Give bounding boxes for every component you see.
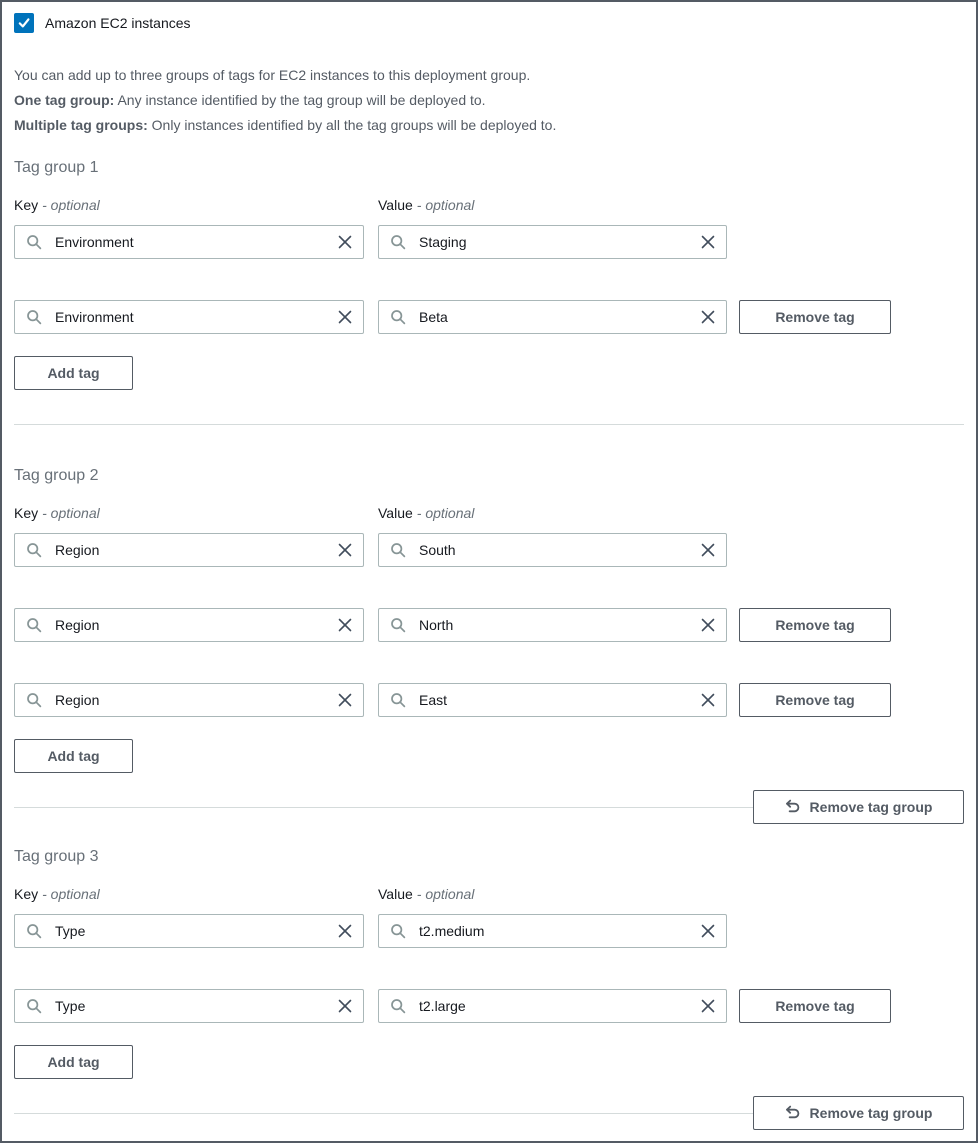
tag-group-2 xyxy=(14,467,964,824)
tag-row xyxy=(14,608,964,642)
tag-group-3 xyxy=(14,848,964,1130)
tag-value-field xyxy=(378,608,727,642)
tag-row xyxy=(14,683,964,717)
remove-tag-group-button[interactable] xyxy=(753,790,964,824)
tag-row xyxy=(14,533,964,567)
tag-row xyxy=(14,300,964,334)
tag-key-input[interactable] xyxy=(15,609,363,641)
tag-key-field xyxy=(14,300,364,334)
multiple-tag-groups-label: Multiple tag groups: xyxy=(14,117,148,133)
tag-value-input[interactable] xyxy=(379,301,726,333)
remove-tag-group-label: Remove tag group xyxy=(809,799,933,815)
tag-value-input[interactable] xyxy=(379,534,726,566)
tag-group-3-field-labels xyxy=(14,886,964,902)
ec2-instances-checkbox-label: Amazon EC2 instances xyxy=(45,15,191,31)
description-one-tag-line xyxy=(14,88,964,113)
remove-tag-button[interactable]: Remove tag xyxy=(739,683,891,717)
clear-x-icon[interactable] xyxy=(336,691,354,709)
clear-x-icon[interactable] xyxy=(336,233,354,251)
value-label: Value - optional xyxy=(378,197,475,213)
value-label: Value - optional xyxy=(378,505,475,521)
tag-key-field xyxy=(14,989,364,1023)
tag-key-field xyxy=(14,533,364,567)
tag-value-field xyxy=(378,225,727,259)
clear-x-icon[interactable] xyxy=(699,308,717,326)
tag-group-1 xyxy=(14,159,964,390)
tag-value-field xyxy=(378,989,727,1023)
tag-group-2-title: Tag group 2 xyxy=(14,467,99,484)
tag-value-field xyxy=(378,914,727,948)
multiple-tag-groups-text: Only instances identified by all the tag groups will be deployed to. xyxy=(147,117,557,133)
one-tag-group-text: Any instance identified by the tag group will be deployed to. xyxy=(114,92,486,108)
clear-x-icon[interactable] xyxy=(699,541,717,559)
one-tag-group-label: One tag group: xyxy=(14,92,115,108)
tag-group-1-title: Tag group 1 xyxy=(14,159,99,176)
tag-row xyxy=(14,225,964,259)
tag-row xyxy=(14,989,964,1023)
remove-tag-group-button[interactable] xyxy=(753,1096,964,1130)
add-tag-button[interactable]: Add tag xyxy=(14,739,133,773)
clear-x-icon[interactable] xyxy=(699,922,717,940)
tag-value-input[interactable] xyxy=(379,684,726,716)
clear-x-icon[interactable] xyxy=(336,997,354,1015)
group-divider xyxy=(14,424,964,425)
add-tag-button[interactable]: Add tag xyxy=(14,1045,133,1079)
remove-tag-group-label: Remove tag group xyxy=(809,1105,933,1121)
tag-row xyxy=(14,914,964,948)
ec2-instances-checkbox-row xyxy=(14,13,964,33)
description-multi-tag-line xyxy=(14,113,964,138)
tag-value-input[interactable] xyxy=(379,226,726,258)
tag-key-input[interactable] xyxy=(15,915,363,947)
undo-arrow-icon xyxy=(785,799,801,815)
tag-key-input[interactable] xyxy=(15,226,363,258)
key-label: Key - optional xyxy=(14,886,100,902)
tag-key-field xyxy=(14,914,364,948)
clear-x-icon[interactable] xyxy=(699,616,717,634)
tag-groups-description xyxy=(14,63,964,138)
tag-key-input[interactable] xyxy=(15,534,363,566)
key-optional-suffix: - optional xyxy=(42,505,100,521)
tag-value-input[interactable] xyxy=(379,609,726,641)
remove-tag-button[interactable]: Remove tag xyxy=(739,608,891,642)
clear-x-icon[interactable] xyxy=(336,308,354,326)
tag-key-input[interactable] xyxy=(15,990,363,1022)
tag-value-field xyxy=(378,683,727,717)
tag-key-field xyxy=(14,683,364,717)
clear-x-icon[interactable] xyxy=(336,541,354,559)
tag-group-2-footer xyxy=(14,790,964,824)
value-label: Value - optional xyxy=(378,886,475,902)
description-intro: You can add up to three groups of tags for EC2 instances to this deployment group. xyxy=(14,67,531,83)
key-optional-suffix: - optional xyxy=(42,886,100,902)
ec2-instances-checkbox[interactable] xyxy=(14,13,34,33)
clear-x-icon[interactable] xyxy=(699,691,717,709)
tag-key-field xyxy=(14,225,364,259)
undo-arrow-icon xyxy=(785,1105,801,1121)
value-optional-suffix: - optional xyxy=(416,886,475,902)
tag-group-3-footer xyxy=(14,1096,964,1130)
tag-value-field xyxy=(378,533,727,567)
key-label: Key - optional xyxy=(14,197,100,213)
tag-value-field xyxy=(378,300,727,334)
tag-group-2-field-labels xyxy=(14,505,964,521)
value-optional-suffix: - optional xyxy=(416,505,475,521)
clear-x-icon[interactable] xyxy=(336,922,354,940)
tag-key-input[interactable] xyxy=(15,301,363,333)
clear-x-icon[interactable] xyxy=(699,233,717,251)
clear-x-icon[interactable] xyxy=(336,616,354,634)
value-optional-suffix: - optional xyxy=(416,197,475,213)
tag-key-input[interactable] xyxy=(15,684,363,716)
tag-group-1-field-labels xyxy=(14,197,964,213)
tag-group-3-title: Tag group 3 xyxy=(14,848,99,865)
add-tag-button[interactable]: Add tag xyxy=(14,356,133,390)
remove-tag-button[interactable]: Remove tag xyxy=(739,300,891,334)
tag-value-input[interactable] xyxy=(379,915,726,947)
tag-key-field xyxy=(14,608,364,642)
key-label: Key - optional xyxy=(14,505,100,521)
key-optional-suffix: - optional xyxy=(42,197,100,213)
clear-x-icon[interactable] xyxy=(699,997,717,1015)
check-icon xyxy=(17,16,31,30)
tag-value-input[interactable] xyxy=(379,990,726,1022)
remove-tag-button[interactable]: Remove tag xyxy=(739,989,891,1023)
